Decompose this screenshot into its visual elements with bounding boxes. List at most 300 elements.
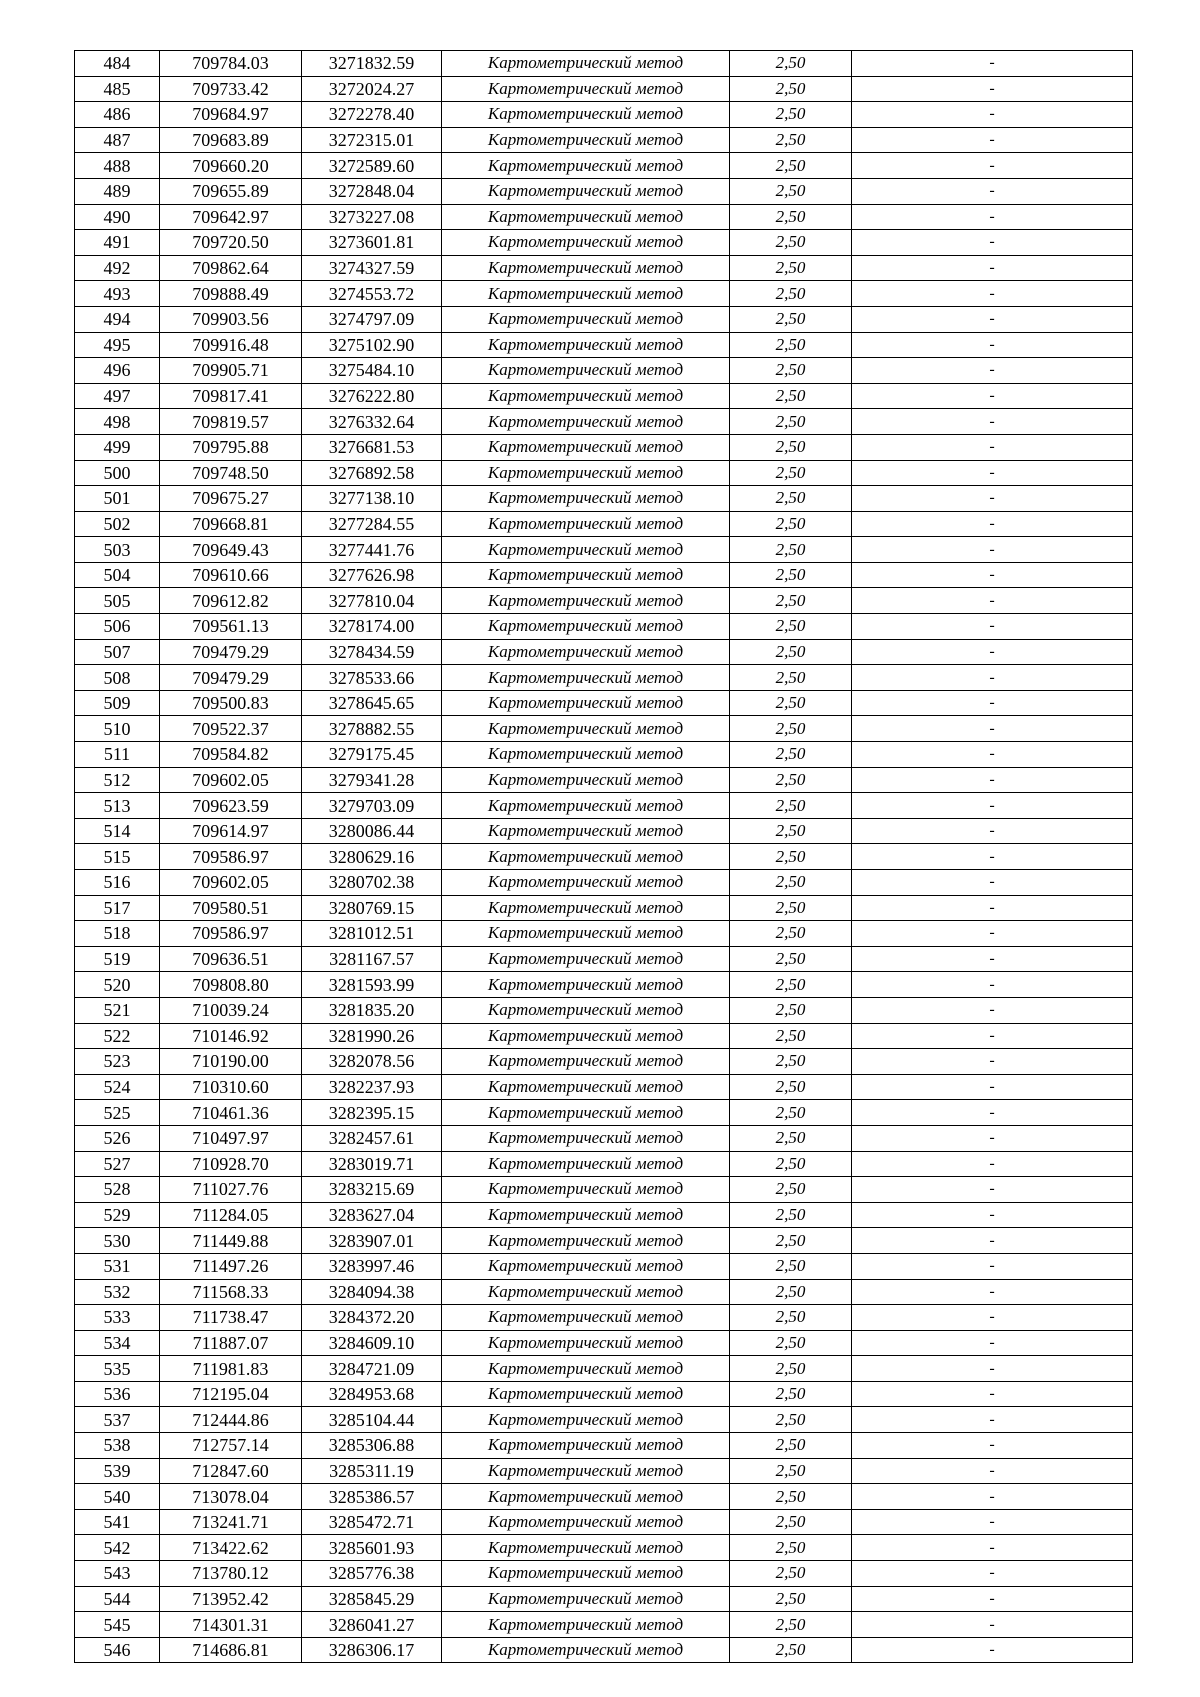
point-number-cell: 542 — [75, 1535, 160, 1561]
x-coordinate-cell: 710039.24 — [160, 997, 302, 1023]
point-number-cell: 512 — [75, 767, 160, 793]
x-coordinate-cell: 711568.33 — [160, 1279, 302, 1305]
x-coordinate-cell: 709888.49 — [160, 281, 302, 307]
precision-cell: 2,50 — [730, 511, 852, 537]
method-cell: Картометрический метод — [442, 767, 730, 793]
table-row — [75, 1612, 1133, 1638]
y-coordinate-cell: 3272315.01 — [302, 127, 442, 153]
precision-cell: 2,50 — [730, 1049, 852, 1075]
precision-cell: 2,50 — [730, 204, 852, 230]
method-cell: Картометрический метод — [442, 332, 730, 358]
point-number-cell: 487 — [75, 127, 160, 153]
method-cell: Картометрический метод — [442, 1381, 730, 1407]
table-row — [75, 537, 1133, 563]
x-coordinate-cell: 709612.82 — [160, 588, 302, 614]
y-coordinate-cell: 3285386.57 — [302, 1484, 442, 1510]
table-row — [75, 51, 1133, 77]
note-cell: - — [852, 1023, 1133, 1049]
y-coordinate-cell: 3280629.16 — [302, 844, 442, 870]
y-coordinate-cell: 3271832.59 — [302, 51, 442, 77]
y-coordinate-cell: 3274327.59 — [302, 255, 442, 281]
y-coordinate-cell: 3276222.80 — [302, 383, 442, 409]
table-row — [75, 178, 1133, 204]
method-cell: Картометрический метод — [442, 946, 730, 972]
table-row — [75, 1535, 1133, 1561]
method-cell: Картометрический метод — [442, 76, 730, 102]
method-cell: Картометрический метод — [442, 1202, 730, 1228]
table-row — [75, 1074, 1133, 1100]
point-number-cell: 501 — [75, 486, 160, 512]
point-number-cell: 497 — [75, 383, 160, 409]
point-number-cell: 522 — [75, 1023, 160, 1049]
table-row — [75, 102, 1133, 128]
table-row — [75, 383, 1133, 409]
table-row — [75, 1433, 1133, 1459]
precision-cell: 2,50 — [730, 1074, 852, 1100]
precision-cell: 2,50 — [730, 870, 852, 896]
table-row — [75, 255, 1133, 281]
precision-cell: 2,50 — [730, 562, 852, 588]
note-cell: - — [852, 818, 1133, 844]
precision-cell: 2,50 — [730, 1253, 852, 1279]
method-cell: Картометрический метод — [442, 178, 730, 204]
precision-cell: 2,50 — [730, 1612, 852, 1638]
note-cell: - — [852, 1586, 1133, 1612]
table-row — [75, 844, 1133, 870]
table-row — [75, 76, 1133, 102]
precision-cell: 2,50 — [730, 639, 852, 665]
method-cell: Картометрический метод — [442, 153, 730, 179]
note-cell: - — [852, 1561, 1133, 1587]
table-row — [75, 281, 1133, 307]
x-coordinate-cell: 712757.14 — [160, 1433, 302, 1459]
y-coordinate-cell: 3285601.93 — [302, 1535, 442, 1561]
x-coordinate-cell: 709479.29 — [160, 639, 302, 665]
note-cell: - — [852, 1049, 1133, 1075]
table-row — [75, 1177, 1133, 1203]
method-cell: Картометрический метод — [442, 639, 730, 665]
y-coordinate-cell: 3282457.61 — [302, 1125, 442, 1151]
method-cell: Картометрический метод — [442, 614, 730, 640]
note-cell: - — [852, 665, 1133, 691]
x-coordinate-cell: 711449.88 — [160, 1228, 302, 1254]
x-coordinate-cell: 709479.29 — [160, 665, 302, 691]
x-coordinate-cell: 713078.04 — [160, 1484, 302, 1510]
point-number-cell: 505 — [75, 588, 160, 614]
precision-cell: 2,50 — [730, 1381, 852, 1407]
point-number-cell: 507 — [75, 639, 160, 665]
precision-cell: 2,50 — [730, 1433, 852, 1459]
y-coordinate-cell: 3281835.20 — [302, 997, 442, 1023]
point-number-cell: 532 — [75, 1279, 160, 1305]
table-row — [75, 1637, 1133, 1663]
y-coordinate-cell: 3273601.81 — [302, 230, 442, 256]
y-coordinate-cell: 3277284.55 — [302, 511, 442, 537]
precision-cell: 2,50 — [730, 434, 852, 460]
method-cell: Картометрический метод — [442, 102, 730, 128]
table-row — [75, 588, 1133, 614]
y-coordinate-cell: 3282078.56 — [302, 1049, 442, 1075]
table-row — [75, 895, 1133, 921]
x-coordinate-cell: 711738.47 — [160, 1305, 302, 1331]
method-cell: Картометрический метод — [442, 255, 730, 281]
y-coordinate-cell: 3283907.01 — [302, 1228, 442, 1254]
y-coordinate-cell: 3285104.44 — [302, 1407, 442, 1433]
note-cell: - — [852, 1407, 1133, 1433]
coordinates-table — [74, 50, 1133, 1663]
precision-cell: 2,50 — [730, 1023, 852, 1049]
precision-cell: 2,50 — [730, 972, 852, 998]
precision-cell: 2,50 — [730, 1330, 852, 1356]
y-coordinate-cell: 3283019.71 — [302, 1151, 442, 1177]
method-cell: Картометрический метод — [442, 665, 730, 691]
x-coordinate-cell: 710190.00 — [160, 1049, 302, 1075]
point-number-cell: 486 — [75, 102, 160, 128]
x-coordinate-cell: 709808.80 — [160, 972, 302, 998]
method-cell: Картометрический метод — [442, 1074, 730, 1100]
point-number-cell: 513 — [75, 793, 160, 819]
table-row — [75, 153, 1133, 179]
note-cell: - — [852, 1330, 1133, 1356]
x-coordinate-cell: 709905.71 — [160, 358, 302, 384]
method-cell: Картометрический метод — [442, 818, 730, 844]
note-cell: - — [852, 562, 1133, 588]
note-cell: - — [852, 793, 1133, 819]
point-number-cell: 543 — [75, 1561, 160, 1587]
x-coordinate-cell: 713952.42 — [160, 1586, 302, 1612]
point-number-cell: 508 — [75, 665, 160, 691]
precision-cell: 2,50 — [730, 1458, 852, 1484]
table-row — [75, 1305, 1133, 1331]
precision-cell: 2,50 — [730, 921, 852, 947]
point-number-cell: 531 — [75, 1253, 160, 1279]
precision-cell: 2,50 — [730, 127, 852, 153]
note-cell: - — [852, 460, 1133, 486]
precision-cell: 2,50 — [730, 1125, 852, 1151]
method-cell: Картометрический метод — [442, 997, 730, 1023]
table-row — [75, 742, 1133, 768]
note-cell: - — [852, 537, 1133, 563]
point-number-cell: 517 — [75, 895, 160, 921]
note-cell: - — [852, 1074, 1133, 1100]
method-cell: Картометрический метод — [442, 306, 730, 332]
x-coordinate-cell: 711284.05 — [160, 1202, 302, 1228]
note-cell: - — [852, 1381, 1133, 1407]
point-number-cell: 494 — [75, 306, 160, 332]
y-coordinate-cell: 3285306.88 — [302, 1433, 442, 1459]
table-row — [75, 1202, 1133, 1228]
precision-cell: 2,50 — [730, 383, 852, 409]
y-coordinate-cell: 3277810.04 — [302, 588, 442, 614]
point-number-cell: 491 — [75, 230, 160, 256]
x-coordinate-cell: 709819.57 — [160, 409, 302, 435]
method-cell: Картометрический метод — [442, 1484, 730, 1510]
x-coordinate-cell: 714686.81 — [160, 1637, 302, 1663]
table-row — [75, 1279, 1133, 1305]
precision-cell: 2,50 — [730, 716, 852, 742]
x-coordinate-cell: 709584.82 — [160, 742, 302, 768]
point-number-cell: 504 — [75, 562, 160, 588]
table-row — [75, 997, 1133, 1023]
precision-cell: 2,50 — [730, 102, 852, 128]
x-coordinate-cell: 710310.60 — [160, 1074, 302, 1100]
note-cell: - — [852, 1433, 1133, 1459]
note-cell: - — [852, 1177, 1133, 1203]
y-coordinate-cell: 3284721.09 — [302, 1356, 442, 1382]
table-row — [75, 1330, 1133, 1356]
note-cell: - — [852, 844, 1133, 870]
x-coordinate-cell: 709916.48 — [160, 332, 302, 358]
point-number-cell: 524 — [75, 1074, 160, 1100]
precision-cell: 2,50 — [730, 358, 852, 384]
table-row — [75, 332, 1133, 358]
y-coordinate-cell: 3278533.66 — [302, 665, 442, 691]
table-row — [75, 1228, 1133, 1254]
y-coordinate-cell: 3275484.10 — [302, 358, 442, 384]
x-coordinate-cell: 713422.62 — [160, 1535, 302, 1561]
y-coordinate-cell: 3279341.28 — [302, 767, 442, 793]
x-coordinate-cell: 709636.51 — [160, 946, 302, 972]
table-row — [75, 639, 1133, 665]
note-cell: - — [852, 767, 1133, 793]
point-number-cell: 538 — [75, 1433, 160, 1459]
x-coordinate-cell: 709675.27 — [160, 486, 302, 512]
note-cell: - — [852, 434, 1133, 460]
y-coordinate-cell: 3272848.04 — [302, 178, 442, 204]
method-cell: Картометрический метод — [442, 1253, 730, 1279]
point-number-cell: 521 — [75, 997, 160, 1023]
x-coordinate-cell: 709610.66 — [160, 562, 302, 588]
table-row — [75, 1509, 1133, 1535]
y-coordinate-cell: 3286306.17 — [302, 1637, 442, 1663]
method-cell: Картометрический метод — [442, 690, 730, 716]
x-coordinate-cell: 709660.20 — [160, 153, 302, 179]
table-row — [75, 1125, 1133, 1151]
note-cell: - — [852, 1100, 1133, 1126]
y-coordinate-cell: 3284372.20 — [302, 1305, 442, 1331]
x-coordinate-cell: 709684.97 — [160, 102, 302, 128]
precision-cell: 2,50 — [730, 230, 852, 256]
precision-cell: 2,50 — [730, 409, 852, 435]
y-coordinate-cell: 3279175.45 — [302, 742, 442, 768]
point-number-cell: 536 — [75, 1381, 160, 1407]
table-row — [75, 972, 1133, 998]
point-number-cell: 544 — [75, 1586, 160, 1612]
x-coordinate-cell: 711887.07 — [160, 1330, 302, 1356]
point-number-cell: 496 — [75, 358, 160, 384]
note-cell: - — [852, 1484, 1133, 1510]
point-number-cell: 523 — [75, 1049, 160, 1075]
point-number-cell: 510 — [75, 716, 160, 742]
table-row — [75, 1151, 1133, 1177]
x-coordinate-cell: 709623.59 — [160, 793, 302, 819]
point-number-cell: 537 — [75, 1407, 160, 1433]
y-coordinate-cell: 3277626.98 — [302, 562, 442, 588]
point-number-cell: 503 — [75, 537, 160, 563]
note-cell: - — [852, 997, 1133, 1023]
method-cell: Картометрический метод — [442, 1049, 730, 1075]
x-coordinate-cell: 709784.03 — [160, 51, 302, 77]
y-coordinate-cell: 3281990.26 — [302, 1023, 442, 1049]
x-coordinate-cell: 709522.37 — [160, 716, 302, 742]
y-coordinate-cell: 3278434.59 — [302, 639, 442, 665]
y-coordinate-cell: 3283215.69 — [302, 1177, 442, 1203]
coordinates-table-body — [75, 51, 1133, 1663]
note-cell: - — [852, 972, 1133, 998]
point-number-cell: 526 — [75, 1125, 160, 1151]
note-cell: - — [852, 690, 1133, 716]
method-cell: Картометрический метод — [442, 1125, 730, 1151]
note-cell: - — [852, 102, 1133, 128]
method-cell: Картометрический метод — [442, 409, 730, 435]
method-cell: Картометрический метод — [442, 870, 730, 896]
x-coordinate-cell: 709903.56 — [160, 306, 302, 332]
method-cell: Картометрический метод — [442, 460, 730, 486]
table-row — [75, 511, 1133, 537]
x-coordinate-cell: 712444.86 — [160, 1407, 302, 1433]
table-row — [75, 690, 1133, 716]
table-row — [75, 409, 1133, 435]
x-coordinate-cell: 709561.13 — [160, 614, 302, 640]
point-number-cell: 485 — [75, 76, 160, 102]
y-coordinate-cell: 3280769.15 — [302, 895, 442, 921]
y-coordinate-cell: 3281593.99 — [302, 972, 442, 998]
point-number-cell: 502 — [75, 511, 160, 537]
table-row — [75, 1100, 1133, 1126]
method-cell: Картометрический метод — [442, 588, 730, 614]
note-cell: - — [852, 204, 1133, 230]
method-cell: Картометрический метод — [442, 716, 730, 742]
table-row — [75, 460, 1133, 486]
y-coordinate-cell: 3284094.38 — [302, 1279, 442, 1305]
precision-cell: 2,50 — [730, 1100, 852, 1126]
point-number-cell: 541 — [75, 1509, 160, 1535]
note-cell: - — [852, 870, 1133, 896]
method-cell: Картометрический метод — [442, 230, 730, 256]
method-cell: Картометрический метод — [442, 1100, 730, 1126]
point-number-cell: 484 — [75, 51, 160, 77]
precision-cell: 2,50 — [730, 537, 852, 563]
precision-cell: 2,50 — [730, 255, 852, 281]
method-cell: Картометрический метод — [442, 434, 730, 460]
x-coordinate-cell: 710928.70 — [160, 1151, 302, 1177]
point-number-cell: 495 — [75, 332, 160, 358]
x-coordinate-cell: 710146.92 — [160, 1023, 302, 1049]
y-coordinate-cell: 3275102.90 — [302, 332, 442, 358]
note-cell: - — [852, 153, 1133, 179]
x-coordinate-cell: 713241.71 — [160, 1509, 302, 1535]
point-number-cell: 516 — [75, 870, 160, 896]
note-cell: - — [852, 127, 1133, 153]
method-cell: Картометрический метод — [442, 204, 730, 230]
method-cell: Картометрический метод — [442, 127, 730, 153]
precision-cell: 2,50 — [730, 1484, 852, 1510]
point-number-cell: 488 — [75, 153, 160, 179]
x-coordinate-cell: 712195.04 — [160, 1381, 302, 1407]
table-row — [75, 870, 1133, 896]
x-coordinate-cell: 714301.31 — [160, 1612, 302, 1638]
x-coordinate-cell: 709668.81 — [160, 511, 302, 537]
method-cell: Картометрический метод — [442, 486, 730, 512]
precision-cell: 2,50 — [730, 588, 852, 614]
y-coordinate-cell: 3283627.04 — [302, 1202, 442, 1228]
method-cell: Картометрический метод — [442, 1407, 730, 1433]
table-row — [75, 1023, 1133, 1049]
precision-cell: 2,50 — [730, 51, 852, 77]
method-cell: Картометрический метод — [442, 358, 730, 384]
note-cell: - — [852, 639, 1133, 665]
method-cell: Картометрический метод — [442, 1535, 730, 1561]
table-row — [75, 306, 1133, 332]
x-coordinate-cell: 709795.88 — [160, 434, 302, 460]
precision-cell: 2,50 — [730, 76, 852, 102]
method-cell: Картометрический метод — [442, 1330, 730, 1356]
note-cell: - — [852, 1612, 1133, 1638]
x-coordinate-cell: 709733.42 — [160, 76, 302, 102]
point-number-cell: 529 — [75, 1202, 160, 1228]
y-coordinate-cell: 3278174.00 — [302, 614, 442, 640]
table-row — [75, 946, 1133, 972]
x-coordinate-cell: 710461.36 — [160, 1100, 302, 1126]
method-cell: Картометрический метод — [442, 742, 730, 768]
y-coordinate-cell: 3279703.09 — [302, 793, 442, 819]
table-row — [75, 665, 1133, 691]
table-row — [75, 1458, 1133, 1484]
method-cell: Картометрический метод — [442, 1586, 730, 1612]
precision-cell: 2,50 — [730, 614, 852, 640]
y-coordinate-cell: 3274797.09 — [302, 306, 442, 332]
point-number-cell: 534 — [75, 1330, 160, 1356]
note-cell: - — [852, 1202, 1133, 1228]
note-cell: - — [852, 1458, 1133, 1484]
method-cell: Картометрический метод — [442, 921, 730, 947]
method-cell: Картометрический метод — [442, 281, 730, 307]
x-coordinate-cell: 709817.41 — [160, 383, 302, 409]
precision-cell: 2,50 — [730, 844, 852, 870]
note-cell: - — [852, 895, 1133, 921]
method-cell: Картометрический метод — [442, 562, 730, 588]
note-cell: - — [852, 588, 1133, 614]
precision-cell: 2,50 — [730, 818, 852, 844]
point-number-cell: 535 — [75, 1356, 160, 1382]
precision-cell: 2,50 — [730, 767, 852, 793]
method-cell: Картометрический метод — [442, 1177, 730, 1203]
point-number-cell: 509 — [75, 690, 160, 716]
table-row — [75, 358, 1133, 384]
point-number-cell: 540 — [75, 1484, 160, 1510]
method-cell: Картометрический метод — [442, 1612, 730, 1638]
precision-cell: 2,50 — [730, 1561, 852, 1587]
note-cell: - — [852, 1509, 1133, 1535]
y-coordinate-cell: 3278882.55 — [302, 716, 442, 742]
method-cell: Картометрический метод — [442, 1356, 730, 1382]
note-cell: - — [852, 281, 1133, 307]
precision-cell: 2,50 — [730, 1151, 852, 1177]
note-cell: - — [852, 486, 1133, 512]
table-row — [75, 1049, 1133, 1075]
x-coordinate-cell: 709586.97 — [160, 921, 302, 947]
note-cell: - — [852, 1305, 1133, 1331]
note-cell: - — [852, 409, 1133, 435]
point-number-cell: 499 — [75, 434, 160, 460]
y-coordinate-cell: 3276681.53 — [302, 434, 442, 460]
point-number-cell: 519 — [75, 946, 160, 972]
precision-cell: 2,50 — [730, 486, 852, 512]
method-cell: Картометрический метод — [442, 1561, 730, 1587]
y-coordinate-cell: 3272589.60 — [302, 153, 442, 179]
y-coordinate-cell: 3283997.46 — [302, 1253, 442, 1279]
note-cell: - — [852, 1125, 1133, 1151]
